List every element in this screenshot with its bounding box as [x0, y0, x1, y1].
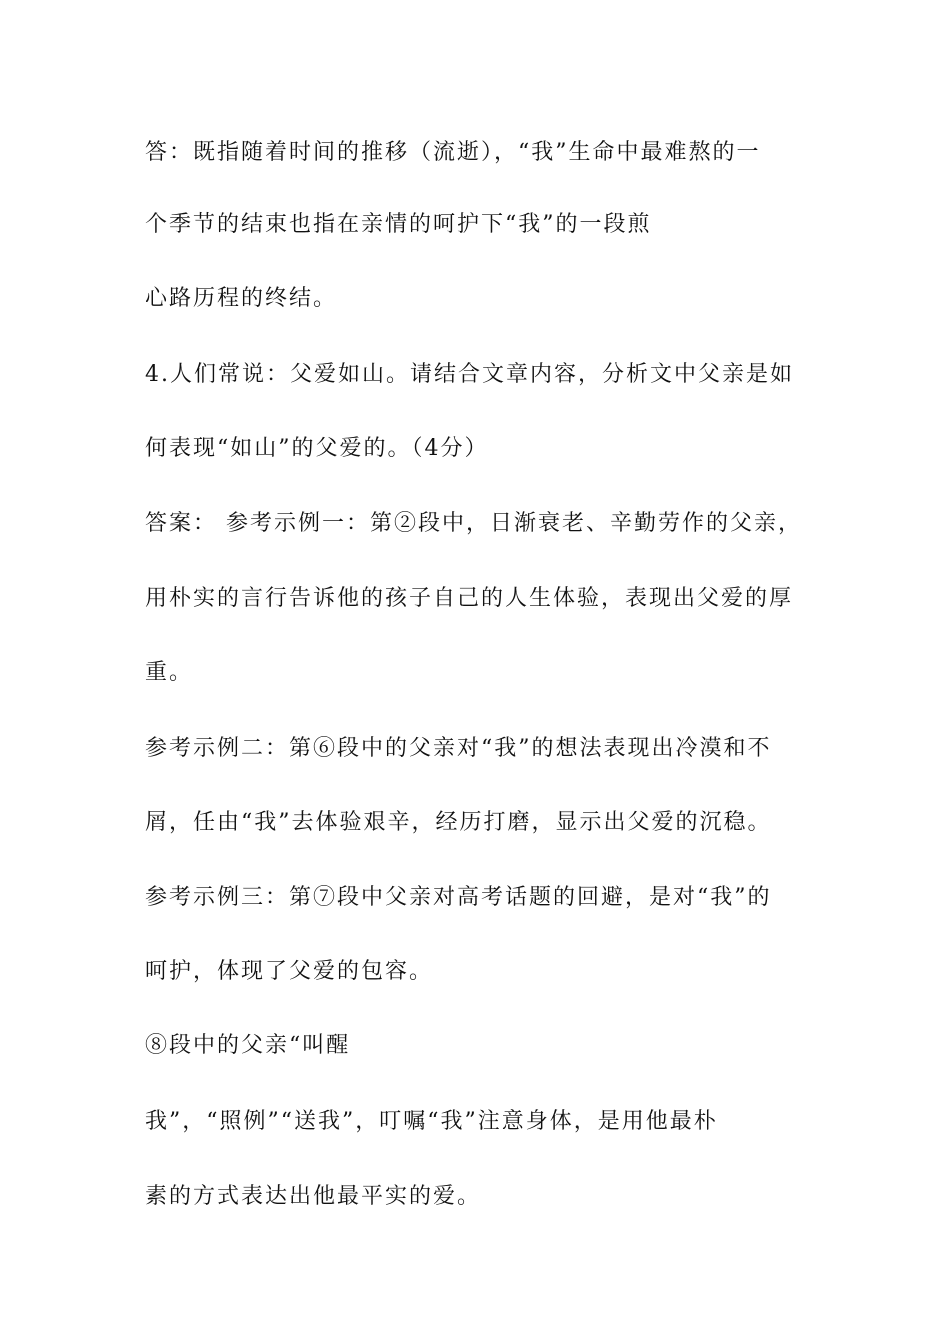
question-4-line-1: 4.人们常说：父爱如山。请结合文章内容，分析文中父亲是如 [145, 362, 794, 387]
answer-4-example-2-line-1: 参考示例二：第⑥段中的父亲对“我”的想法表现出冷漠和不 [145, 736, 772, 761]
answer-3-line-2: 个季节的结束也指在亲情的呵护下“我”的一段煎 [145, 212, 652, 237]
answer-4-example-4-line-1: ⑧段中的父亲“叫醒 [145, 1033, 351, 1058]
answer-4-example-4-line-2: 我”，“照例”“送我”，叮嘱“我”注意身体，是用他最朴 [145, 1109, 718, 1134]
question-4-line-2: 何表现“如山”的父爱的。（4分） [145, 436, 489, 461]
answer-4-example-1-line-1: 答案： 参考示例一：第②段中，日渐衰老、辛勤劳作的父亲， [145, 511, 802, 536]
answer-3-line-3: 心路历程的终结。 [145, 286, 338, 311]
answer-3-line-1: 答：既指随着时间的推移（流逝），“我”生命中最难熬的一 [145, 140, 761, 165]
answer-4-example-1-line-2: 用朴实的言行告诉他的孩子自己的人生体验，表现出父爱的厚 [145, 586, 794, 611]
answer-4-example-3-line-1: 参考示例三：第⑦段中父亲对高考话题的回避，是对“我”的 [145, 885, 772, 910]
answer-4-example-1-line-3: 重。 [145, 660, 194, 685]
answer-4-example-4-line-3: 素的方式表达出他最平实的爱。 [145, 1184, 482, 1209]
answer-4-example-3-line-2: 呵护，体现了父爱的包容。 [145, 959, 434, 984]
answer-4-example-2-line-2: 屑，任由“我”去体验艰辛，经历打磨，显示出父爱的沉稳。 [145, 810, 772, 835]
